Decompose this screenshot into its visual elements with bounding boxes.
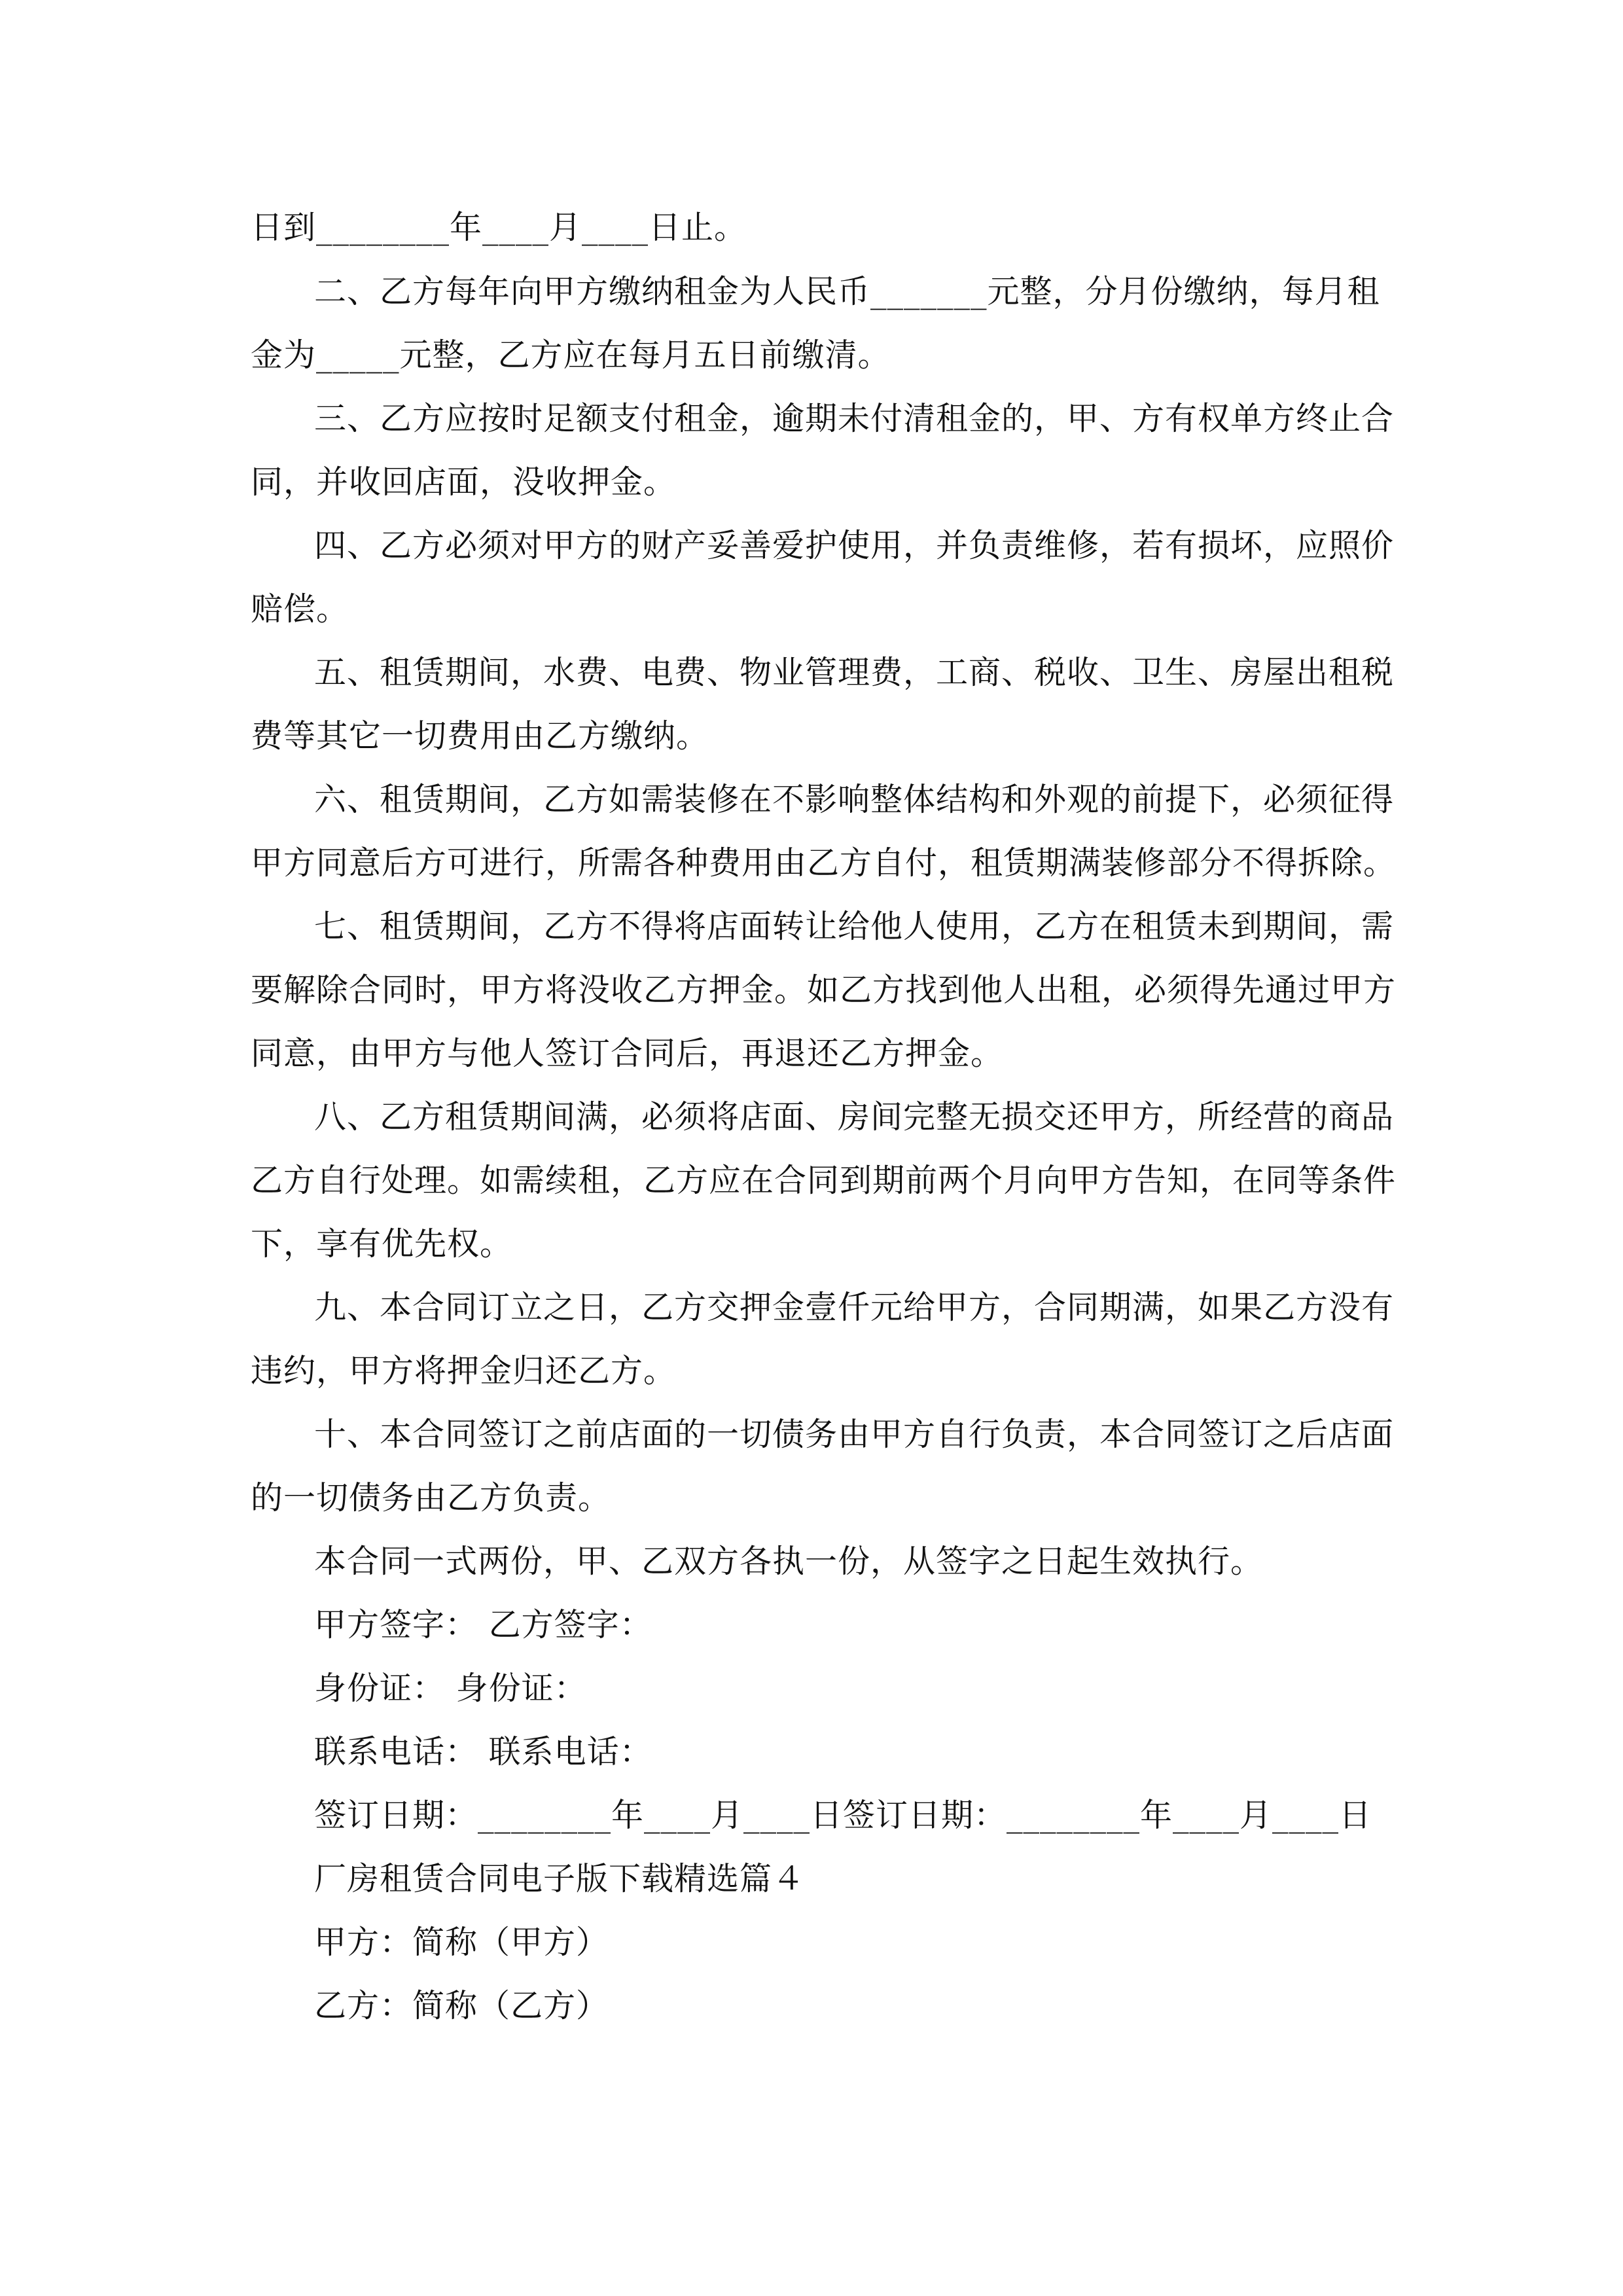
clause-7-line-1: 七、租赁期间，乙方不得将店面转让给他人使用，乙方在租赁未到期间，需 [314,908,1395,945]
clause-8-line-3: 下，享有优先权。 [251,1225,513,1263]
clause-10-line-2: 的一切债务由乙方负责。 [251,1479,611,1516]
clause-9-line-1: 九、本合同订立之日，乙方交押金壹仟元给甲方，合同期满，如果乙方没有 [314,1289,1395,1326]
id-card-line: 身份证： 身份证： [314,1670,587,1707]
party-b-line: 乙方：简称（乙方） [314,1987,609,2024]
clause-4-line-2: 赔偿。 [251,590,349,628]
party-a-line: 甲方：简称（甲方） [314,1924,609,1961]
clause-7-line-3: 同意，由甲方与他人签订合同后，再退还乙方押金。 [251,1035,1004,1072]
signature-line: 甲方签字： 乙方签字： [314,1606,652,1643]
clause-3-line-2: 同，并收回店面，没收押金。 [251,463,677,501]
clause-7-line-2: 要解除合同时，甲方将没收乙方押金。如乙方找到他人出租，必须得先通过甲方 [251,971,1397,1009]
clause-9-line-2: 违约，甲方将押金归还乙方。 [251,1352,677,1390]
phone-line: 联系电话： 联系电话： [314,1733,652,1770]
clause-8-line-2: 乙方自行处理。如需续租，乙方应在合同到期前两个月向甲方告知，在同等条件 [251,1162,1397,1199]
clause-6-line-1: 六、租赁期间，乙方如需装修在不影响整体结构和外观的前提下，必须征得 [314,781,1395,818]
clause-6-line-2: 甲方同意后方可进行，所需各种费用由乙方自付，租赁期满装修部分不得拆除。 [251,844,1397,882]
clause-2-line-1: 二、乙方每年向甲方缴纳租金为人民币_______元整，分月份缴纳，每月租 [314,273,1380,310]
clause-2-line-2: 金为_____元整，乙方应在每月五日前缴清。 [251,336,891,374]
clause-3-line-1: 三、乙方应按时足额支付租金，逾期未付清租金的，甲、方有权单方终止合 [314,400,1395,437]
clause-10-line-1: 十、本合同签订之前店面的一切债务由甲方自行负责，本合同签订之后店面 [314,1416,1395,1453]
clause-5-line-2: 费等其它一切费用由乙方缴纳。 [251,717,709,755]
text-line: 日到________年____月____日止。 [251,209,747,246]
closing-statement: 本合同一式两份，甲、乙双方各执一份，从签字之日起生效执行。 [314,1543,1264,1580]
clause-5-line-1: 五、租赁期间，水费、电费、物业管理费，工商、税收、卫生、房屋出租税 [314,654,1395,691]
clause-8-line-1: 八、乙方租赁期间满，必须将店面、房间完整无损交还甲方，所经营的商品 [314,1098,1395,1136]
clause-4-line-1: 四、乙方必须对甲方的财产妥善爱护使用，并负责维修，若有损坏，应照价 [314,527,1395,564]
section-heading: 厂房租赁合同电子版下载精选篇４ [314,1860,806,1897]
signing-date-line: 签订日期：________年____月____日签订日期：________年____月____日 [314,1797,1372,1834]
